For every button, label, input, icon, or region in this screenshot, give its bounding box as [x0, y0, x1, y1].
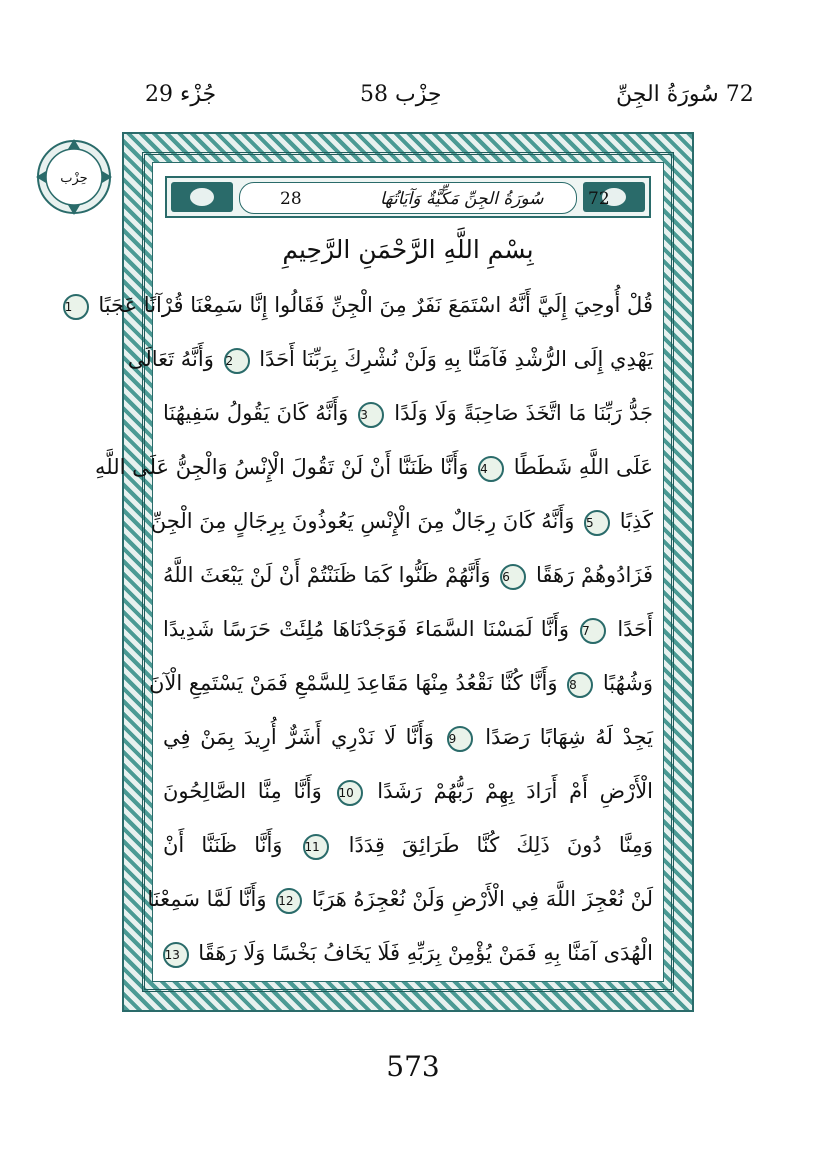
verse-text: عَلَى اللَّهِ شَطَطًا — [513, 455, 653, 479]
verse-line-1 — [64, 283, 653, 327]
verse-text: قُلْ أُوحِيَ إِلَيَّ أَنَّهُ اسْتَمَعَ نَفَرٌ مِنَ الْجِنِّ فَقَالُوا إِنَّا سَمِعْنَا قُرْآنًا عَجَبًا — [98, 293, 653, 317]
surah-verse-count: 28 — [280, 189, 302, 209]
page-number: 573 — [386, 1050, 440, 1083]
ayah-number-marker: 10 — [337, 780, 363, 806]
surah-title: سُورَةُ الجِنِّ مَكِّيَّةٌ وَآيَاتُهَا — [380, 189, 544, 209]
ayah-number-marker: 8 — [567, 672, 593, 698]
verse-line-8 — [148, 661, 653, 705]
verse-text: وَأَنَّا ظَنَنَّا أَنْ لَنْ تَقُولَ الْإِنْسُ وَالْجِنُّ عَلَى اللَّهِ — [94, 455, 469, 479]
verse-text: لَنْ نُعْجِزَ اللَّهَ فِي الْأَرْضِ وَلَنْ نُعْجِزَهُ هَرَبًا — [311, 887, 653, 911]
ayah-number-marker: 2 — [224, 348, 250, 374]
verse-line-6 — [163, 553, 653, 597]
hizb-label: حِزْب 58 — [360, 82, 442, 107]
hizb-marker-text: حِزْب — [60, 171, 88, 186]
verse-text: وَأَنَّهُ تَعَالَى — [127, 347, 214, 371]
verse-line-13 — [163, 931, 653, 975]
verse-line-9 — [163, 715, 653, 759]
verse-text: وَأَنَّهُمْ ظَنُّوا كَمَا ظَنَنْتُمْ أَنْ لَنْ يَبْعَثَ اللَّهُ — [163, 563, 491, 587]
verse-text: وَأَنَّا لَمَّا سَمِعْنَا — [147, 887, 267, 911]
verse-text: وَأَنَّا لَا نَدْرِي أَشَرٌّ أُرِيدَ بِمَنْ فِي — [163, 725, 434, 749]
ayah-number-marker: 1 — [63, 294, 89, 320]
juz-label: جُزْء 29 — [145, 82, 217, 107]
hizb-marker-icon — [34, 137, 114, 217]
verse-text: وَأَنَّا كُنَّا نَقْعُدُ مِنْهَا مَقَاعِدَ لِلسَّمْعِ فَمَنْ يَسْتَمِعِ الْآنَ — [148, 671, 558, 695]
verse-text: أَحَدًا — [617, 617, 653, 641]
verse-text: وَمِنَّا دُونَ ذَلِكَ كُنَّا طَرَائِقَ قِدَدًا — [348, 833, 653, 857]
surah-title-banner — [165, 176, 651, 218]
verse-line-7 — [163, 607, 653, 651]
verse-line-2 — [127, 337, 653, 381]
verse-text: وَأَنَّا مِنَّا الصَّالِحُونَ — [163, 779, 322, 803]
surah-number: 72 — [588, 189, 610, 209]
verse-text: وَأَنَّا لَمَسْنَا السَّمَاءَ فَوَجَدْنَاهَا مُلِئَتْ حَرَسًا شَدِيدًا — [163, 617, 570, 641]
banner-center — [239, 182, 610, 214]
verse-text: يَهْدِي إِلَى الرُّشْدِ فَآمَنَّا بِهِ وَلَنْ نُشْرِكَ بِرَبِّنَا أَحَدًا — [259, 347, 653, 371]
banner-ornament-left — [171, 182, 233, 212]
ayah-number-marker: 13 — [163, 942, 189, 968]
ayah-number-marker: 5 — [584, 510, 610, 536]
verse-text: كَذِبًا — [619, 509, 653, 533]
ayah-number-marker: 12 — [276, 888, 302, 914]
verse-text: وَأَنَّا ظَنَنَّا أَنْ — [163, 833, 283, 857]
ayah-number-marker: 3 — [358, 402, 384, 428]
verse-line-4 — [94, 445, 653, 489]
verse-line-11 — [163, 823, 653, 867]
verse-line-3 — [163, 391, 653, 435]
verse-text: فَزَادُوهُمْ رَهَقًا — [536, 563, 653, 587]
verse-text: الْهُدَى آمَنَّا بِهِ فَمَنْ يُؤْمِنْ بِرَبِّهِ فَلَا يَخَافُ بَخْسًا وَلَا رَهَقًا — [198, 941, 653, 965]
verse-text: وَأَنَّهُ كَانَ يَقُولُ سَفِيهُنَا — [163, 401, 349, 425]
verse-line-12 — [147, 877, 653, 921]
page-header — [0, 82, 826, 122]
basmala: بِسْمِ اللَّهِ الرَّحْمَنِ الرَّحِيمِ — [282, 235, 534, 264]
ayah-number-marker: 6 — [500, 564, 526, 590]
verse-text: يَجِدْ لَهُ شِهَابًا رَصَدًا — [485, 725, 653, 749]
ayah-number-marker: 7 — [580, 618, 606, 644]
verse-line-10 — [163, 769, 653, 813]
surah-label: 72 سُورَةُ الجِنِّ — [616, 82, 754, 107]
verse-text: وَأَنَّهُ كَانَ رِجَالٌ مِنَ الْإِنْسِ يَعُوذُونَ بِرِجَالٍ مِنَ الْجِنِّ — [150, 509, 575, 533]
ayah-number-marker: 11 — [303, 834, 329, 860]
ayah-number-marker: 4 — [478, 456, 504, 482]
verse-text: جَدُّ رَبِّنَا مَا اتَّخَذَ صَاحِبَةً وَلَا وَلَدًا — [394, 401, 653, 425]
verse-text: وَشُهُبًا — [602, 671, 653, 695]
verse-text: الْأَرْضِ أَمْ أَرَادَ بِهِمْ رَبُّهُمْ رَشَدًا — [377, 779, 654, 803]
verse-line-5 — [150, 499, 653, 543]
ayah-number-marker: 9 — [447, 726, 473, 752]
